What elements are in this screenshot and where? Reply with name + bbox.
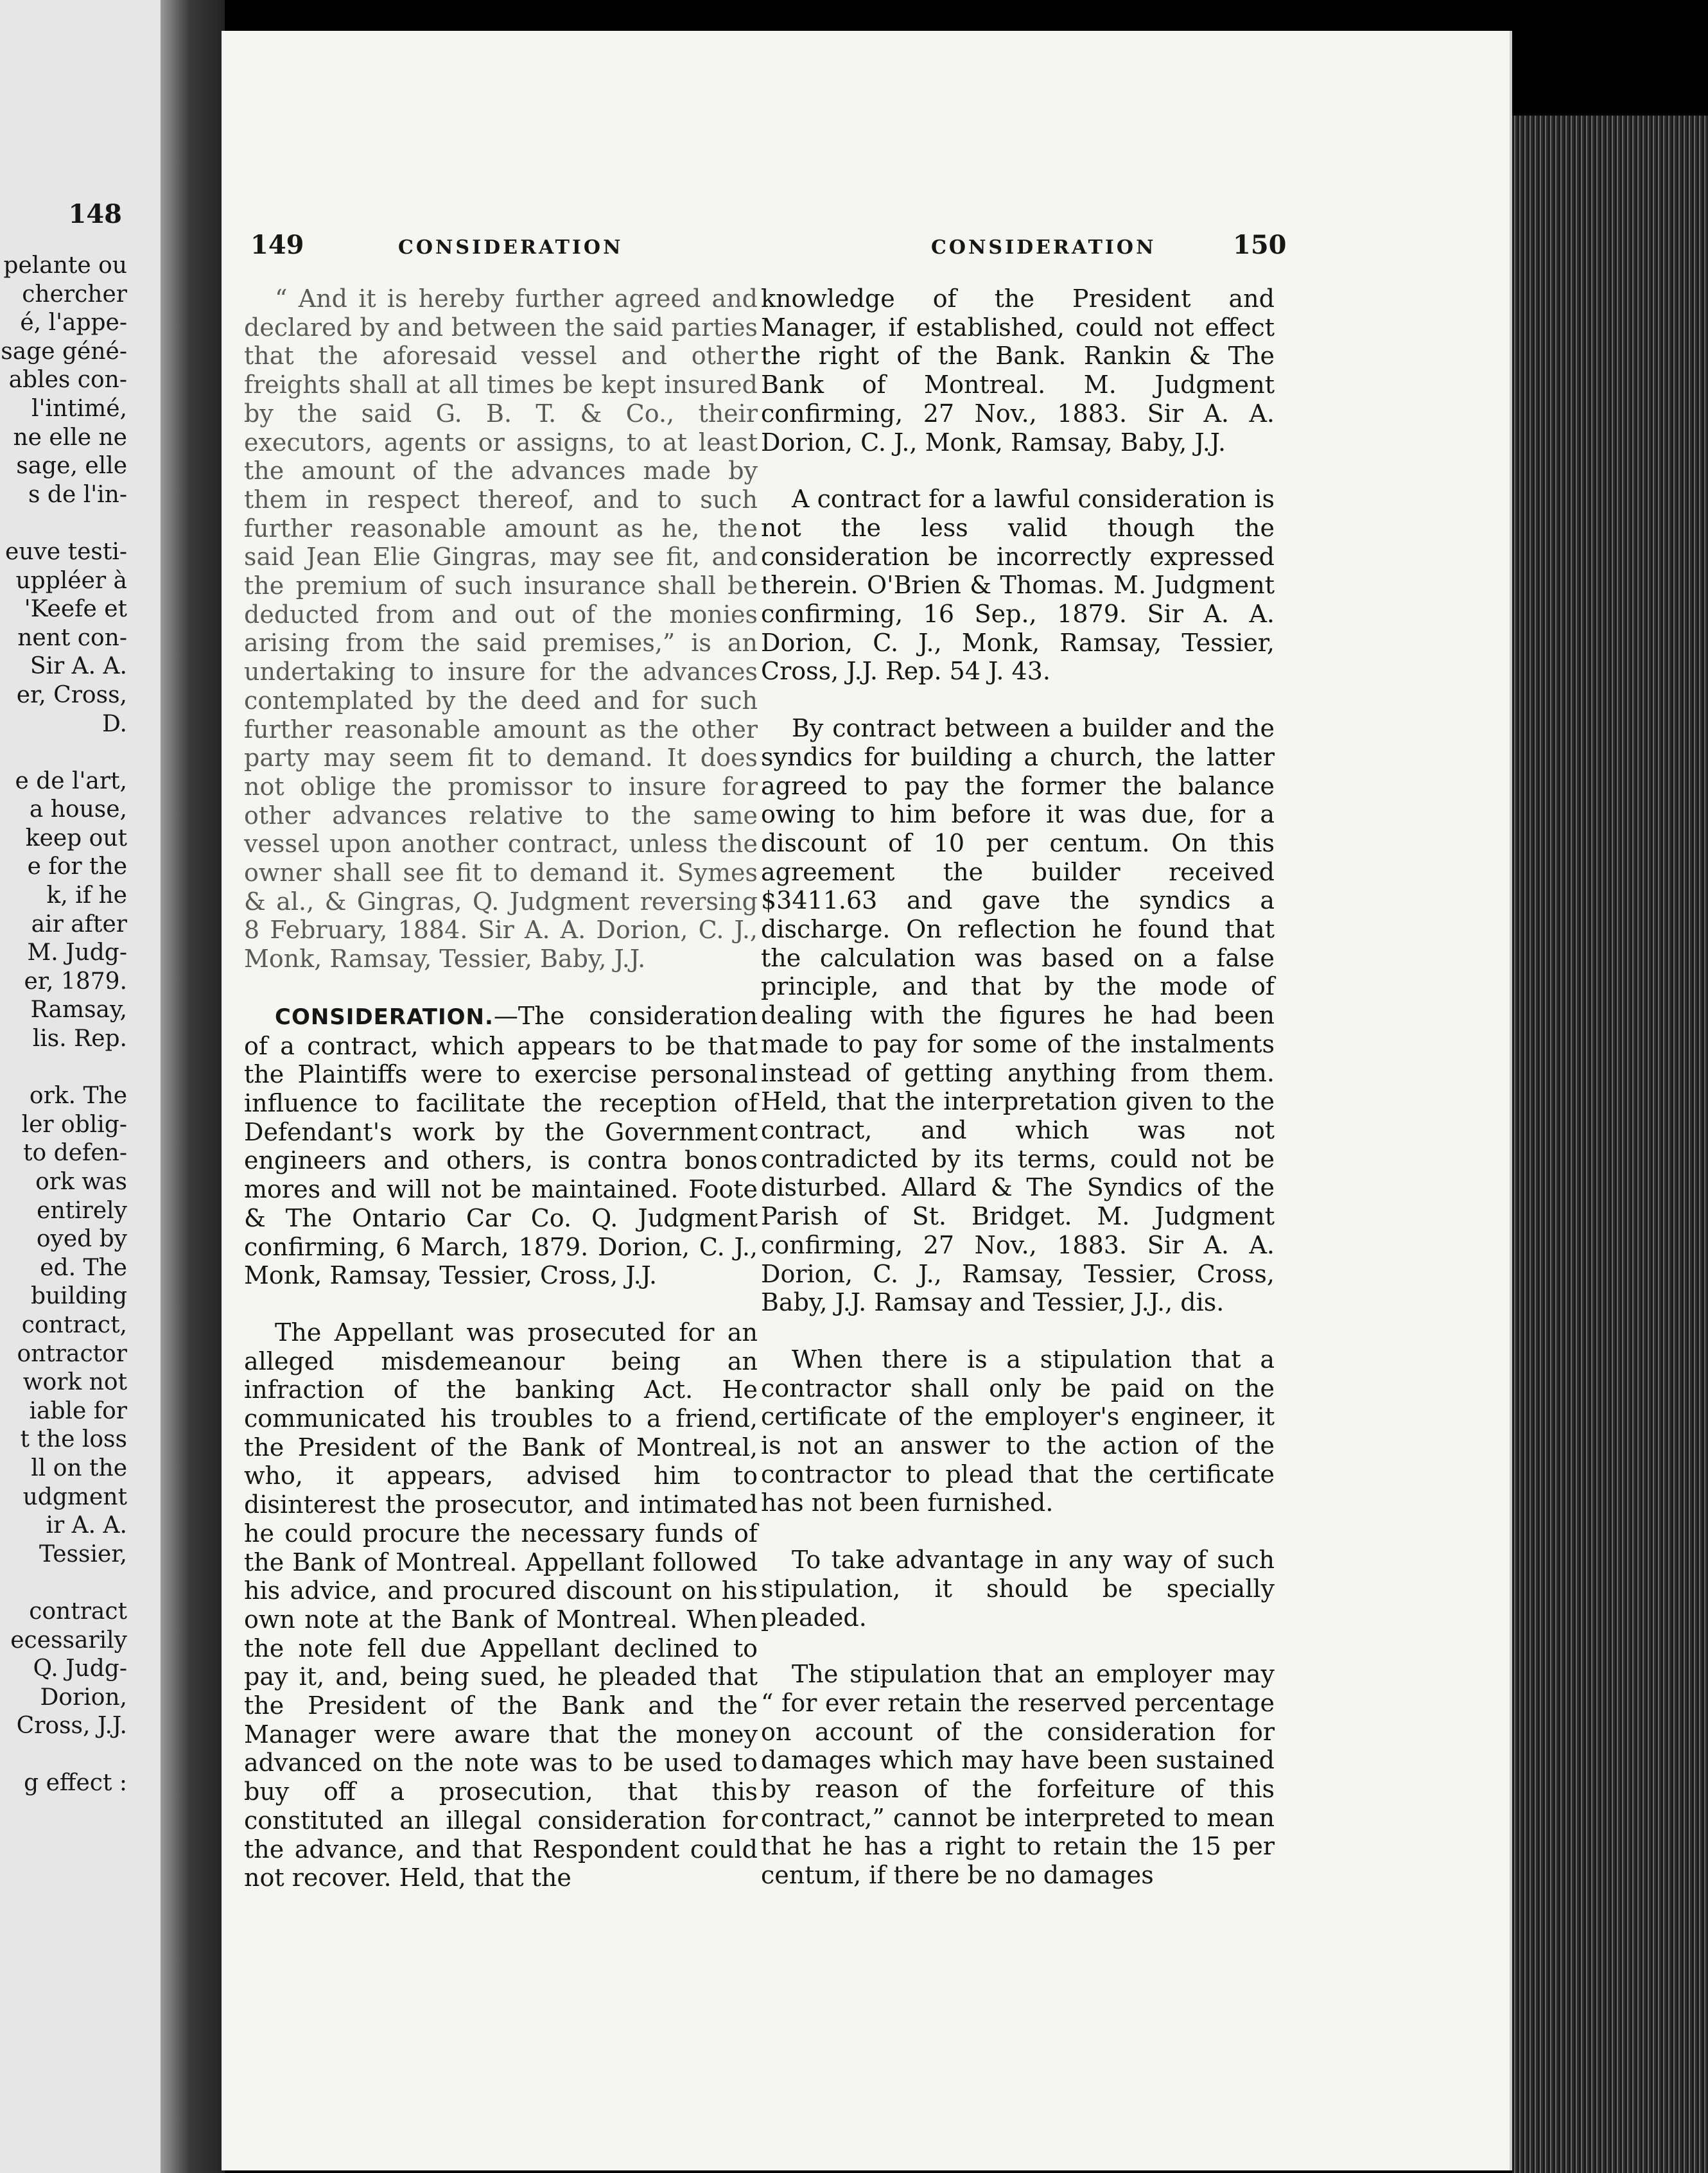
previous-page-line: work not xyxy=(22,1369,127,1396)
book-gutter xyxy=(161,0,225,2173)
previous-page-line xyxy=(0,1054,127,1083)
previous-page-number: 148 xyxy=(68,199,122,229)
previous-page-line: Sir A. A. xyxy=(30,653,127,680)
previous-page-line: ed. The xyxy=(40,1254,127,1281)
paragraph-consideration-entry xyxy=(244,1002,758,1290)
previous-page-line: euve testi- xyxy=(5,538,127,565)
entry-heading: CONSIDERATION. xyxy=(275,1004,494,1030)
previous-page-text xyxy=(0,252,127,1798)
previous-page-line: Q. Judg- xyxy=(33,1655,127,1682)
previous-page-line: ork was xyxy=(35,1169,127,1195)
previous-page-line: er, Cross, xyxy=(16,681,127,708)
previous-page-line: 'Keefe et xyxy=(24,596,127,623)
previous-page-line: l'intimé, xyxy=(31,395,127,422)
previous-page-line: chercher xyxy=(22,281,127,308)
previous-page-line: sage géné- xyxy=(1,338,127,365)
previous-page-line: ontractor xyxy=(17,1340,127,1367)
previous-page-line xyxy=(0,1569,127,1598)
previous-page-line: s de l'in- xyxy=(28,481,127,508)
previous-page xyxy=(0,0,161,2173)
previous-page-line: entirely xyxy=(37,1197,127,1224)
previous-page-line: M. Judg- xyxy=(27,939,127,966)
previous-page-line: ll on the xyxy=(31,1454,127,1481)
previous-page-line: k, if he xyxy=(46,882,127,909)
previous-page-line: udgment xyxy=(22,1483,127,1510)
previous-page-line: Dorion, xyxy=(40,1684,127,1711)
previous-page-line: lis. Rep. xyxy=(32,1025,127,1052)
previous-page-line: ables con- xyxy=(8,367,127,394)
previous-page-line: Ramsay, xyxy=(30,997,127,1024)
paragraph-stipulation-pleaded: To take advantage in any way of such stipulation, it should be specially pleaded. xyxy=(761,1546,1275,1632)
right-column xyxy=(761,284,1275,1918)
previous-page-line: e de l'art, xyxy=(15,767,127,794)
previous-page-line: é, l'appe- xyxy=(20,310,127,336)
previous-page-line: Cross, J.J. xyxy=(16,1713,127,1740)
right-page-number: 150 xyxy=(1233,230,1287,260)
right-running-head: CONSIDERATION xyxy=(931,236,1156,259)
previous-page-line: nent con- xyxy=(17,624,127,651)
previous-page-line: ne elle ne xyxy=(13,424,127,451)
previous-page-line: sage, elle xyxy=(16,453,127,480)
paragraph-builder-contract: By contract between a builder and the syndics for building a church, the latter agreed to pay the former the balance owing to him before it was due, for a discount of 10 per centum. On this agreement the builder received $3411.63 and gave the syndics a discharge. On reflection he found that the calculation was based on a false principle, and that by the mode of dealing with the figures he had been made to pay for some of the instalments instead of getting anything from them. Held, that the interpretation given to the contract, and which was not contradicted by its terms, could not be disturbed. Allard & The Syndics of the Parish of St. Bridget. M. Judgment confirming, 27 Nov., 1883. Sir A. A. Dorion, C. J., Ramsay, Tessier, Cross, Baby, J.J. Ramsay and Tessier, J.J., dis. xyxy=(761,714,1275,1317)
left-column xyxy=(244,284,758,1921)
previous-page-line: er, 1879. xyxy=(24,968,127,995)
page-edges-top xyxy=(1512,0,1708,116)
page-header xyxy=(222,230,1512,262)
previous-page-line xyxy=(0,738,127,767)
previous-page-line: e for the xyxy=(27,853,127,880)
paragraph-lawful-consideration: A contract for a lawful consideration is not the less valid though the consideration be incorrectly expressed therein. O'Brien & Thomas. M. Judgment confirming, 16 Sep., 1879. Sir A. A. Dorion, C. J., Monk, Ramsay, Tessier, Cross, J.J. Rep. 54 J. 43. xyxy=(761,485,1275,686)
entry-body: —The consideration of a contract, which appears to be that the Plaintiffs were to exercise personal influence to facilitate the reception of Defendant's work by the Government engineers and others, is contra bonos mores and will not be maintained. Foote & The Ontario Car Co. Q. Judgment confirming, 6 March, 1879. Dorion, C. J., Monk, Ramsay, Tessier, Cross, J.J. xyxy=(244,1001,758,1290)
previous-page-line: contract, xyxy=(21,1311,127,1338)
paragraph-insurance-clause: “ And it is hereby further agreed and declared by and between the said parties that the aforesaid vessel and other freights shall at all times be kept insured by the said G. B. T. & Co., their executors, agents or assigns, to at least the amount of the advances made by them in respect thereof, and to such further reasonable amount as he, the said Jean Elie Gingras, may see fit, and the premium of such insurance shall be deducted from and out of the monies arising from the said premises,” is an undertaking to insure for the advances contemplated by the deed and for such further reasonable amount as the other party may seem fit to demand. It does not oblige the promissor to insure for other advances relative to the same vessel upon another contract, unless the owner shall see fit to demand it. Symes & al., & Gingras, Q. Judgment reversing 8 February, 1884. Sir A. A. Dorion, C. J., Monk, Ramsay, Tessier, Baby, J.J. xyxy=(244,284,758,973)
previous-page-line: iable for xyxy=(29,1397,127,1424)
previous-page-line: ir A. A. xyxy=(46,1512,127,1539)
book-page xyxy=(222,31,1512,2170)
previous-page-line: keep out xyxy=(25,825,127,851)
previous-page-line: ork. The xyxy=(29,1083,127,1110)
previous-page-line xyxy=(0,509,127,538)
previous-page-line: a house, xyxy=(29,796,127,823)
previous-page-line: Tessier, xyxy=(39,1540,127,1567)
previous-page-line: uppléer à xyxy=(15,567,127,594)
page-edges xyxy=(1512,116,1708,2173)
previous-page-line: building xyxy=(30,1283,127,1310)
previous-page-line: ler oblig- xyxy=(21,1111,127,1138)
left-running-head: CONSIDERATION xyxy=(398,236,623,259)
paragraph-appellant-case: The Appellant was prosecuted for an alleged misdemeanour being an infraction of the banking Act. He communicated his troubles to a friend, the President of the Bank of Montreal, who, it appears, advised him to disinterest the prosecutor, and intimated he could procure the necessary funds of the Bank of Montreal. Appellant followed his advice, and procured discount on his own note at the Bank of Montreal. When the note fell due Appellant declined to pay it, and, being sued, he pleaded that the President of the Bank and the Manager were aware that the money advanced on the note was to be used to buy off a prosecution, that this constituted an illegal consideration for the advance, and that Respondent could not recover. Held, that the xyxy=(244,1318,758,1892)
previous-page-line: contract xyxy=(29,1598,127,1625)
previous-page-line: t the loss xyxy=(20,1426,127,1453)
previous-page-line: air after xyxy=(31,911,127,938)
left-page-number: 149 xyxy=(250,230,304,260)
paragraph-reserved-percentage: The stipulation that an employer may “ for ever retain the reserved percentage on account of the consideration for damages which may have been sustained by reason of the forfeiture of this contract,” cannot be interpreted to mean that he has a right to retain the 15 per centum, if there be no damages xyxy=(761,1660,1275,1890)
previous-page-line: g effect : xyxy=(24,1770,127,1797)
previous-page-line: to defen- xyxy=(23,1140,127,1167)
previous-page-line: oyed by xyxy=(36,1226,127,1253)
previous-page-line xyxy=(0,1741,127,1770)
previous-page-line: pelante ou xyxy=(3,252,127,279)
previous-page-line: D. xyxy=(101,710,127,737)
previous-page-line: ecessarily xyxy=(10,1627,127,1654)
paragraph-engineer-certificate: When there is a stipulation that a contractor shall only be paid on the certificate of the employer's engineer, it is not an answer to the action of the contractor to plead that the certificate has not been furnished. xyxy=(761,1345,1275,1517)
paragraph-bank-continuation: knowledge of the President and Manager, if established, could not effect the right of the Bank. Rankin & The Bank of Montreal. M. Judgment confirming, 27 Nov., 1883. Sir A. A. Dorion, C. J., Monk, Ramsay, Baby, J.J. xyxy=(761,284,1275,457)
